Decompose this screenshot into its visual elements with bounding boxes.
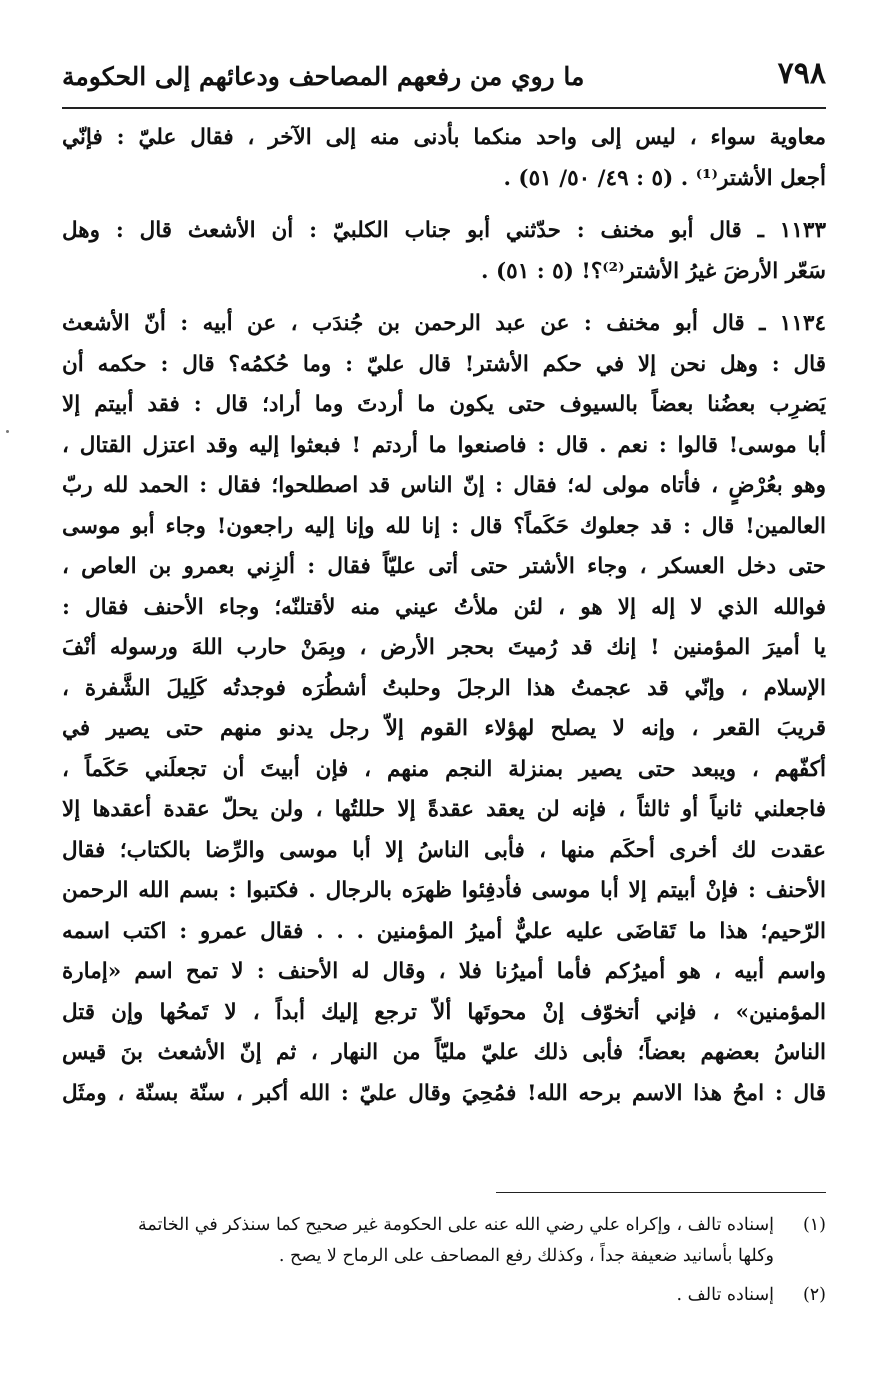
text-line: وهو بعُرْضٍ ، فأتاه مولى له؛ فقال : إنّ الناس قد اصطلحوا؛ فقال : الحمد لله ربّ — [62, 473, 826, 498]
footnote-number: (٢) — [802, 1285, 826, 1305]
text-line: فوالله الذي لا إله إلا هو ، لئن ملأتُ عيني منه لأقتلنّه؛ وجاء الأحنف فقال : — [62, 594, 826, 620]
text-line: الناسُ بعضهم بعضاً؛ فأبى ذلك عليّ مليّاً من النهار ، ثم إنّ الأشعث بنَ قيس — [62, 1040, 826, 1065]
margin-dot — [6, 430, 9, 433]
text-line: الأحنف : فإنْ أبيتم إلا أبا موسى فأدفِئوا ظهرَه بالرجال . فكتبوا : بسم الله الرحمن — [62, 878, 826, 903]
text-line: قال : امحُ هذا الاسم برحه الله! فمُحِيَ وقال عليّ : الله أكبر ، سنّة بسنّة ، ومثَل — [62, 1080, 826, 1106]
text-line: الإسلام ، وإنّي قد عجمتُ هذا الرجلَ وحلبتُ أشطُرَه فوجدتُه كَلِيلَ الشَّفرة ، — [62, 675, 826, 701]
paragraph-1134 — [62, 304, 826, 1114]
footnote-line: إسناده تالف . — [676, 1285, 774, 1305]
text-line: قريبَ القعر ، وإنه لا يصلح لهؤلاء القوم إلاّ رجل يدنو منهم حتى يصير في — [62, 716, 826, 741]
footnote-number: (١) — [802, 1215, 826, 1235]
running-title: ما روي من رفعهم المصاحف ودعائهم إلى الحكومة — [62, 62, 585, 91]
footnote-line: إسناده تالف ، وإكراه علي رضي الله عنه على الحكومة غير صحيح كما سنذكر في الخاتمة — [138, 1215, 774, 1235]
page-header — [62, 50, 826, 106]
header-rule — [62, 107, 826, 109]
text-line: يا أميرَ المؤمنين ! إنك قد رُميتَ بحجر الأرض ، وبِمَنْ حارب اللهَ ورسوله أنْفَ — [62, 635, 826, 660]
text-line: العالمين! قال : قد جعلوك حَكَماً؟ قال : إنا لله وإنا إليه راجعون! وجاء أبو موسى — [62, 513, 826, 539]
text-line: ١١٣٤ ـ قال أبو مخنف : عن عبد الرحمن بن جُندَب ، عن أبيه : أنّ الأشعث — [62, 311, 826, 336]
text-line: عقدت لك أخرى أحكَم منها ، فأبى الناسُ إلا أبا موسى والرِّضا بالكتاب؛ فقال — [62, 837, 826, 863]
footnote-1 — [62, 1210, 826, 1272]
text-line: فاجعلني ثانياً أو ثالثاً ، فإنه لن يعقد عقدةً إلا حللتُها ، ولن يحلّ عقدة أعقدها إلا — [62, 797, 826, 822]
text-line: واسم أبيه ، هو أميرُكم فأما أميرُنا فلا ، وقال له الأحنف : لا تمح اسم «إمارة — [62, 959, 826, 984]
text-line: أبا موسى! قالوا : نعم . قال : فاصنعوا ما أردتم ! فبعثوا إليه وقد اعتزل القتال ، — [62, 432, 826, 458]
text-line: معاوية سواء ، ليس إلى واحد منكما بأدنى منه إلى الآخر ، فقال عليّ : فإنّي — [62, 125, 826, 150]
paragraph-1 — [62, 118, 826, 199]
text-line: المؤمنين» ، فإني أتخوّف إنْ محوتَها ألاّ ترجع إليك أبداً ، لا تَمحُها وإن قتل — [62, 999, 826, 1025]
page-number: ٧٩٨ — [777, 56, 826, 91]
footnotes — [62, 1210, 826, 1311]
text-line: الرّحيم؛ هذا ما تَقاضَى عليه عليٌّ أميرُ المؤمنين . . . فقال عمرو : اكتب اسمه — [62, 918, 826, 944]
text-line: قال : وهل نحن إلا في حكم الأشتر! قال عليّ : وما حُكمُه؟ قال : حكمه أن — [62, 351, 826, 377]
text-line: أكفّهم ، ويبعد حتى يصير بمنزلة النجم منهم ، فإن أبيتَ أن تجعلَني حَكَماً ، — [62, 756, 826, 782]
text-line: حتى دخل العسكر ، وجاء الأشتر حتى أتى عليّاً فقال : ألزِني بعمرو بن العاص ، — [62, 554, 826, 579]
text-line: أجعل الأشتر⁽¹⁾ . (٥ : ٤٩/ ٥٠/ ٥١) . — [503, 165, 826, 191]
footnote-2 — [62, 1280, 826, 1311]
text-line: ١١٣٣ ـ قال أبو مخنف : حدّثني أبو جناب الكلبيّ : أن الأشعث قال : وهل — [62, 218, 826, 243]
text-line: سَعّر الأرضَ غيرُ الأشتر⁽²⁾؟! (٥ : ٥١) . — [480, 258, 826, 284]
footnote-separator — [496, 1192, 826, 1193]
main-text — [62, 118, 826, 1114]
footnote-line: وكلها بأسانيد ضعيفة جداً ، وكذلك رفع المصاحف على الرماح لا يصح . — [278, 1246, 774, 1266]
paragraph-1133 — [62, 211, 826, 292]
text-line: يَضرِب بعضُنا بعضاً بالسيوف حتى يكون ما أردتَ وما أراد؛ قال : فقد أبيتم إلا — [62, 392, 826, 417]
